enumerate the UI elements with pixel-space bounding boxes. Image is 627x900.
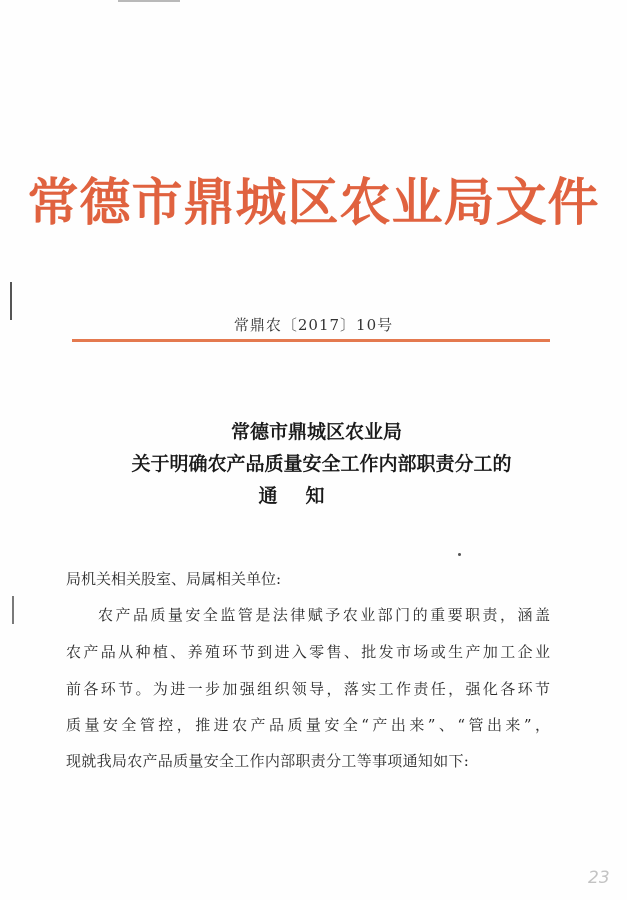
scan-artifact-top xyxy=(118,0,180,2)
header-red-rule xyxy=(72,339,550,342)
scan-speck xyxy=(458,553,461,556)
issuer-header: 常德市鼎城区农业局文件 xyxy=(27,173,600,233)
body-line-5: 现就我局农产品质量安全工作内部职责分工等事项通知如下: xyxy=(66,752,470,770)
scan-artifact-binding-mark-lower xyxy=(12,596,14,624)
notice-title-line-2: 关于明确农产品质量安全工作内部职责分工的 xyxy=(131,453,512,475)
body-line-3: 前各环节。为进一步加强组织领导，落实工作责任，强化各环节 xyxy=(66,680,550,698)
body-line-2: 农产品从种植、养殖环节到进入零售、批发市场或生产加工企业 xyxy=(66,643,550,661)
notice-title-line-3: 通知 xyxy=(258,485,353,507)
salutation: 局机关相关股室、局属相关单位: xyxy=(66,570,282,588)
body-line-1: 农产品质量安全监管是法律赋予农业部门的重要职责，涵盖 xyxy=(98,606,550,624)
body-line-4: 质量安全管控，推进农产品质量安全“产出来”、“管出来”， xyxy=(66,716,550,734)
document-number: 常鼎农〔2017〕10号 xyxy=(233,316,394,334)
notice-title-line-1: 常德市鼎城区农业局 xyxy=(230,421,402,443)
page-number-mark: 23 xyxy=(588,868,610,888)
